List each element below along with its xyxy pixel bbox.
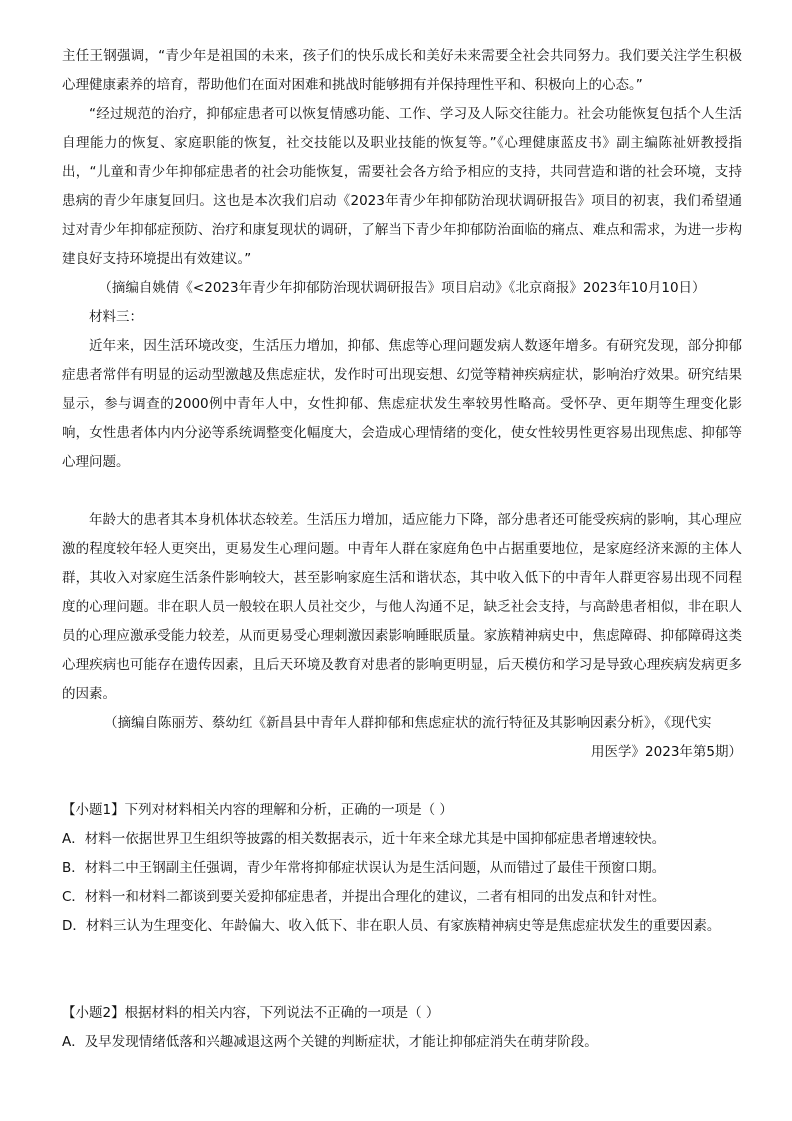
material3-paragraph-2: 年龄大的患者其本身机体状态较差。生活压力增加，适应能力下降，部分患者还可能受疾病的影响，其心理应激的程度较年轻人更突出，更易发生心理问题。中青年人群在家庭角色中占据重要地位，是家庭经济来源的主体人群，其收入对家庭生活条件影响较大，甚至影响家庭生活和谐状态，其中收入低下的中青年人群更容易出现不同程度的心理问题。非在职人员一般较在职人员社交少，与他人沟通不足，缺乏社会支持，与高龄患者相似，非在职人员的心理应激承受能力较差，从而更易受心理刺激因素影响睡眠质量。家族精神病史中，焦虑障碍、抑郁障碍这类心理疾病也可能存在遗传因素，且后天环境及教育对患者的影响更明显，后天模仿和学习是导致心理疾病发病更多的因素。 [62,512,742,702]
material2-paragraph-1: 主任王钢强调，“青少年是祖国的未来，孩子们的快乐成长和美好未来需要全社会共同努力。我们要关注学生积极心理健康素养的培育，帮助他们在面对困难和挑战时能够拥有并保持理性平和、积极向上的心态。” [62,48,742,93]
material2-source: （摘编自姚倩《<2023年青少年抑郁防治现状调研报告》项目启动》《北京商报》2023年10月10日） [98,280,706,296]
material3-heading: 材料三： [89,309,143,325]
question1-option-a[interactable]: A．材料一依据世界卫生组织等披露的相关数据表示，近十年来全球尤其是中国抑郁症患者增速较快。 [62,831,666,847]
material3-source-line-1: （摘编自陈丽芳、蔡幼红《新昌县中青年人群抑郁和焦虑症状的流行特征及其影响因素分析》，《现代实 [104,715,712,731]
material3-paragraph-1: 近年来，因生活环境改变，生活压力增加，抑郁、焦虑等心理问题发病人数逐年增多。有研究发现，部分抑郁症患者常伴有明显的运动型激越及焦虑症状，发作时可出现妄想、幻觉等精神疾病症状，影响治疗效果。研究结果显示，参与调查的2000例中青年人中，女性抑郁、焦虑症状发生率较男性略高。受怀孕、更年期等生理变化影响，女性患者体内内分泌等系统调整变化幅度大，会造成心理情绪的变化，使女性较男性更容易出现焦虑、抑郁等心理问题。 [62,338,742,470]
question1-option-c[interactable]: C．材料一和材料二都谈到要关爱抑郁症患者，并提出合理化的建议，二者有相同的出发点和针对性。 [62,889,666,905]
material2-paragraph-2: “经过规范的治疗，抑郁症患者可以恢复情感功能、工作、学习及人际交往能力。社会功能恢复包括个人生活自理能力的恢复、家庭职能的恢复，社交技能以及职业技能的恢复等。”《心理健康蓝皮书》副主编陈祉妍教授指出，“儿童和青少年抑郁症患者的社会功能恢复，需要社会各方给予相应的支持，共同营造和谐的社会环境，支持患病的青少年康复回归。这也是本次我们启动《2023年青少年抑郁防治现状调研报告》项目的初衷，我们希望通过对青少年抑郁症预防、治疗和康复现状的调研，了解当下青少年抑郁防治面临的痛点、难点和需求，为进一步构建良好支持环境提出有效建议。” [62,106,742,267]
material3-source-line-2: 用医学》2023年第5期） [591,744,742,760]
question2-option-a[interactable]: A．及早发现情绪低落和兴趣减退这两个关键的判断症状，才能让抑郁症消失在萌芽阶段。 [62,1034,598,1050]
question1-stem: 【小题1】下列对材料相关内容的理解和分析，正确的一项是（ ） [62,802,453,818]
question2-stem: 【小题2】根据材料的相关内容，下列说法不正确的一项是（ ） [62,1005,440,1021]
question1-option-d[interactable]: D．材料三认为生理变化、年龄偏大、收入低下、非在职人员、有家族精神病史等是焦虑症状发生的重要因素。 [62,918,721,934]
question1-option-b[interactable]: B．材料二中王钢副主任强调，青少年常将抑郁症状误认为是生活问题，从而错过了最佳干预窗口期。 [62,860,666,876]
